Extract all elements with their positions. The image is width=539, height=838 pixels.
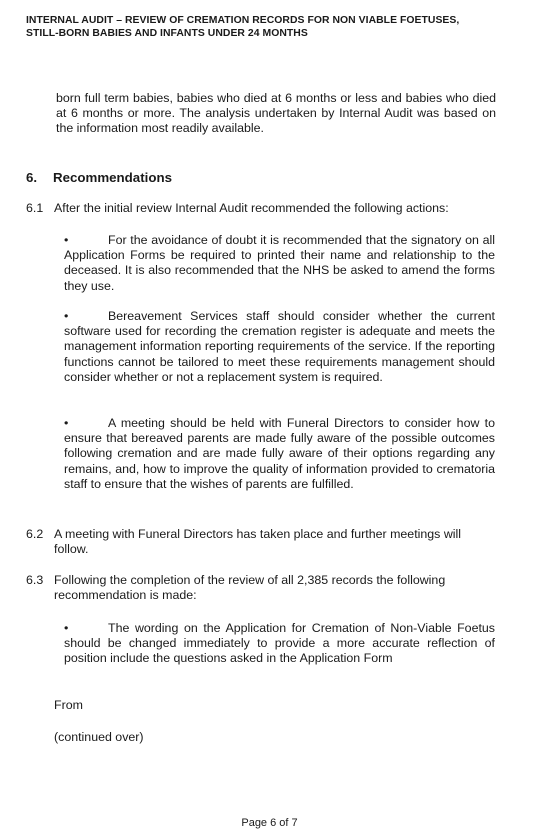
paragraph-number: 6.3 (26, 573, 44, 587)
continued-note: (continued over) (54, 730, 144, 744)
bullet-text: Bereavement Services staff should consider whether the current software used for recording the cremation register is adequate and meets the management information reporting requirements of the service. If the reporting functions cannot be tailored to meet these requirements management should consider whether or not a replacement system is required. (64, 309, 495, 384)
paragraph-number: 6.1 (26, 201, 44, 215)
paragraph-text: A meeting with Funeral Directors has taken place and further meetings will follow. (54, 527, 462, 557)
section-title: Recommendations (53, 170, 172, 185)
paragraph-6-1 (26, 201, 496, 216)
bullet-marker: • (64, 309, 69, 323)
paragraph-6-3 (26, 573, 496, 603)
bullet-item (64, 233, 495, 294)
bullet-item (64, 416, 495, 492)
bullet-text: For the avoidance of doubt it is recommended that the signatory on all Application Forms be required to printed their name and relationship to the deceased. It is also recommended that the NHS be asked to amend the forms they use. (64, 233, 495, 293)
bullet-text: A meeting should be held with Funeral Directors to consider how to ensure that bereaved parents are made fully aware of the possible outcomes following cremation and are made fully aware of their options regarding any remains, and, how to improve the quality of information provided to crematoria staff to ensure that the wishes of parents are fulfilled. (64, 416, 495, 491)
paragraph-text: Following the completion of the review of all 2,385 records the following recommendation is made: (54, 573, 446, 603)
header-line-2: STILL-BORN BABIES AND INFANTS UNDER 24 MONTHS (26, 27, 308, 39)
bullet-marker: • (64, 233, 69, 247)
paragraph-text: After the initial review Internal Audit recommended the following actions: (54, 201, 449, 215)
bullet-item (64, 309, 495, 385)
intro-paragraph: born full term babies, babies who died at 6 months or less and babies who died at 6 months or more. The analysis undertaken by Internal Audit was based on the information most readily available. (56, 91, 496, 136)
bullet-text: The wording on the Application for Cremation of Non-Viable Foetus should be changed immediately to provide a more accurate reflection of position include the questions asked in the Application Form (64, 621, 495, 666)
from-text: From (54, 698, 83, 712)
page-number-footer: Page 6 of 7 (241, 817, 298, 829)
bullet-item (64, 621, 495, 667)
document-header (26, 15, 516, 40)
section-number: 6. (26, 170, 38, 185)
bullet-marker: • (64, 416, 69, 430)
paragraph-6-2 (26, 527, 496, 557)
paragraph-number: 6.2 (26, 527, 44, 541)
header-line-1: INTERNAL AUDIT – REVIEW OF CREMATION RECORDS FOR NON VIABLE FOETUSES, (26, 15, 460, 26)
bullet-marker: • (64, 621, 69, 635)
section-heading (26, 170, 172, 186)
